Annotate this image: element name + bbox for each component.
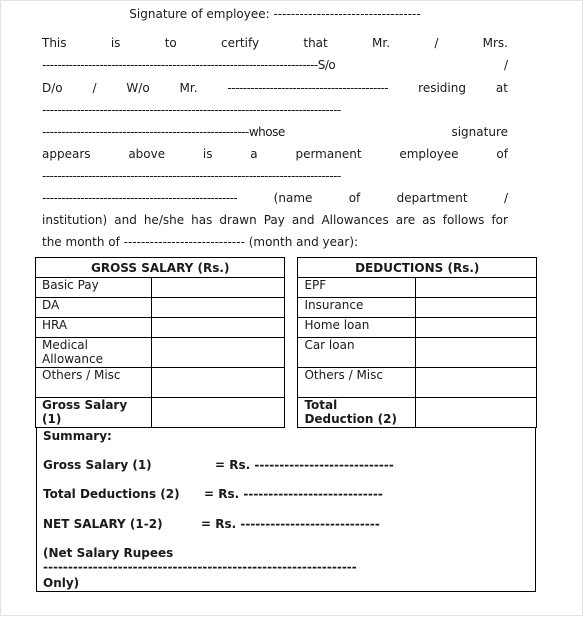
gross-item-amount bbox=[151, 298, 285, 318]
blank-field: --------------------------------------------------- bbox=[42, 191, 238, 205]
gross-item-label: Others / Misc bbox=[36, 368, 152, 398]
table-row bbox=[36, 368, 537, 398]
word: Mr. bbox=[179, 81, 198, 95]
word: follows bbox=[442, 213, 485, 227]
word: Mr. bbox=[372, 36, 391, 50]
word: he/she bbox=[143, 213, 185, 227]
column-gap bbox=[285, 398, 298, 428]
word: and bbox=[291, 213, 315, 227]
deduction-item-amount bbox=[416, 338, 537, 368]
column-gap bbox=[285, 278, 298, 298]
deduction-item-label: Car loan bbox=[298, 338, 416, 368]
net-salary-label: NET SALARY (1-2) bbox=[43, 517, 163, 531]
column-gap bbox=[285, 368, 298, 398]
deduction-total-label: Total Deduction (2) bbox=[298, 398, 416, 428]
whose-line bbox=[42, 125, 508, 139]
total-deductions-value: = Rs. ---------------------------- bbox=[204, 487, 383, 501]
word: a bbox=[250, 147, 258, 161]
gross-item-amount bbox=[151, 318, 285, 338]
gross-item-label: Basic Pay bbox=[36, 278, 152, 298]
word: D/o bbox=[42, 81, 63, 95]
deduction-item-label: EPF bbox=[298, 278, 416, 298]
salary-table bbox=[35, 257, 537, 428]
blank-field: ------------------------------------------------------------------------S/o bbox=[42, 58, 336, 72]
word: drawn bbox=[219, 213, 257, 227]
word: (name bbox=[273, 191, 313, 205]
deduction-item-amount bbox=[416, 298, 537, 318]
summary-title: Summary: bbox=[43, 429, 112, 443]
column-gap bbox=[285, 318, 298, 338]
net-salary-value: = Rs. ---------------------------- bbox=[201, 517, 380, 531]
word: to bbox=[164, 36, 177, 50]
word: has bbox=[191, 213, 213, 227]
so-line bbox=[42, 58, 508, 72]
blank-field: ------------------------------------------------------whose bbox=[42, 125, 285, 139]
word: permanent bbox=[295, 147, 362, 161]
word: is bbox=[110, 36, 121, 50]
word: certify bbox=[221, 36, 260, 50]
column-gap bbox=[285, 258, 298, 278]
gross-salary-value: = Rs. ---------------------------- bbox=[215, 458, 394, 472]
word: for bbox=[491, 213, 508, 227]
word: appears bbox=[42, 147, 91, 161]
net-salary-rupees-blank: --------------------------------------------------------------- bbox=[43, 560, 357, 574]
column-gap bbox=[285, 298, 298, 318]
word: that bbox=[303, 36, 328, 50]
deduction-item-amount bbox=[416, 318, 537, 338]
column-gap bbox=[285, 338, 298, 368]
table-row bbox=[36, 278, 537, 298]
word: / bbox=[503, 58, 508, 72]
net-salary-only-label: Only) bbox=[43, 576, 80, 590]
deduction-item-label: Others / Misc bbox=[298, 368, 416, 398]
gross-total-label: Gross Salary (1) bbox=[36, 398, 152, 428]
institution-line bbox=[42, 213, 508, 227]
gross-item-amount bbox=[151, 368, 285, 398]
gross-item-label: Medical Allowance bbox=[36, 338, 152, 368]
total-deductions-label: Total Deductions (2) bbox=[43, 487, 180, 501]
word: W/o bbox=[126, 81, 150, 95]
gross-total-amount bbox=[151, 398, 285, 428]
blank-line: ------------------------------------------------------------------------------ bbox=[42, 103, 341, 117]
word: employee bbox=[399, 147, 459, 161]
word: residing bbox=[418, 81, 466, 95]
word: / bbox=[503, 191, 508, 205]
word: are bbox=[395, 213, 416, 227]
word: is bbox=[202, 147, 213, 161]
word: This bbox=[42, 36, 67, 50]
summary-box bbox=[36, 428, 536, 592]
deduction-item-amount bbox=[416, 368, 537, 398]
word: signature bbox=[451, 125, 508, 139]
department-line bbox=[42, 191, 508, 205]
certify-line bbox=[42, 36, 508, 50]
word: at bbox=[495, 81, 508, 95]
word: as bbox=[422, 213, 436, 227]
gross-item-label: HRA bbox=[36, 318, 152, 338]
gross-salary-label: Gross Salary (1) bbox=[43, 458, 152, 472]
word: institution) bbox=[42, 213, 108, 227]
word: Allowances bbox=[321, 213, 389, 227]
deduction-item-label: Insurance bbox=[298, 298, 416, 318]
deduction-item-amount bbox=[416, 278, 537, 298]
gross-item-amount bbox=[151, 278, 285, 298]
table-row bbox=[36, 398, 537, 428]
net-salary-rupees-label: (Net Salary Rupees bbox=[43, 546, 174, 560]
word: of bbox=[496, 147, 508, 161]
blank-field: ------------------------------------------ bbox=[227, 81, 389, 95]
deduction-total-amount bbox=[416, 398, 537, 428]
gross-item-label: DA bbox=[36, 298, 152, 318]
word: / bbox=[92, 81, 97, 95]
signature-line: Signature of employee: ---------------------------------- bbox=[129, 7, 421, 21]
appears-line bbox=[42, 147, 508, 161]
gross-salary-header: GROSS SALARY (Rs.) bbox=[36, 258, 285, 278]
word: Mrs. bbox=[482, 36, 508, 50]
word: Pay bbox=[263, 213, 285, 227]
word: above bbox=[128, 147, 166, 161]
word: department bbox=[396, 191, 468, 205]
blank-line: ------------------------------------------------------------------------------ bbox=[42, 169, 341, 183]
word: and bbox=[114, 213, 137, 227]
table-row bbox=[36, 318, 537, 338]
do-line bbox=[42, 81, 508, 95]
word: of bbox=[348, 191, 361, 205]
table-row bbox=[36, 298, 537, 318]
month-line: the month of ---------------------------- (month and year): bbox=[42, 235, 359, 249]
word: / bbox=[434, 36, 439, 50]
gross-item-amount bbox=[151, 338, 285, 368]
deduction-item-label: Home loan bbox=[298, 318, 416, 338]
table-row bbox=[36, 338, 537, 368]
deductions-header: DEDUCTIONS (Rs.) bbox=[298, 258, 537, 278]
